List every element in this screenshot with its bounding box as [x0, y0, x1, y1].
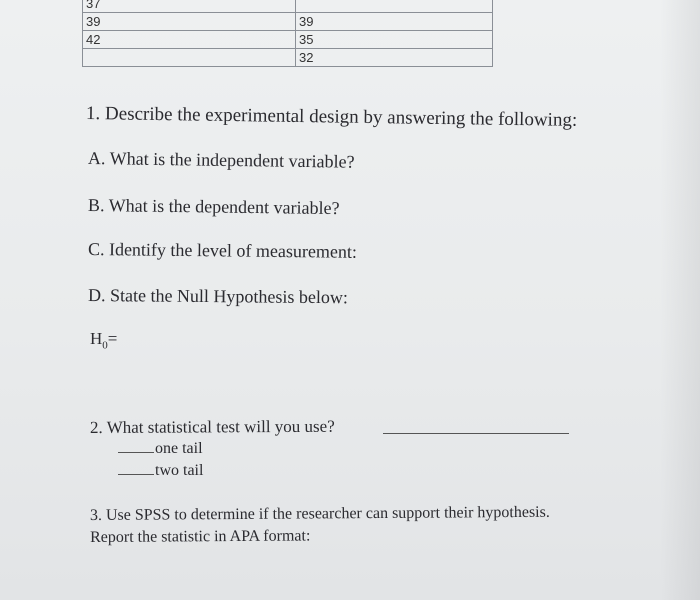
h0-letter: H — [90, 329, 103, 348]
h0-equals: = — [107, 329, 118, 348]
one-tail-option[interactable] — [118, 440, 203, 458]
question-3 — [90, 502, 550, 549]
table-cell: 32 — [296, 49, 493, 67]
checkbox-blank[interactable] — [118, 452, 154, 453]
checkbox-blank[interactable] — [118, 474, 154, 475]
data-table — [82, 0, 493, 67]
null-hypothesis-label — [90, 329, 117, 351]
question-3-line-1: 3. Use SPSS to determine if the researcher can support their hypothesis. — [89, 503, 550, 525]
table-cell: 35 — [296, 31, 493, 49]
table-cell: 39 — [296, 13, 493, 31]
table-row — [83, 49, 493, 67]
paper-shadow — [660, 0, 700, 600]
table-cell: 42 — [83, 31, 296, 49]
question-2: 2. What statistical test will you use? — [89, 416, 335, 437]
question-1: 1. Describe the experimental design by answering the following: — [85, 103, 578, 131]
table-row — [83, 13, 493, 31]
question-1b: B. What is the dependent variable? — [87, 195, 340, 219]
question-1c: C. Identify the level of measurement: — [87, 239, 358, 262]
table-cell: 39 — [83, 13, 296, 31]
two-tail-option[interactable] — [118, 462, 203, 480]
table-cell — [296, 0, 493, 13]
table-cell — [83, 49, 296, 67]
table-cell: 37 — [83, 0, 296, 13]
h0-subscript: 0 — [102, 339, 108, 352]
table-row — [83, 0, 493, 13]
two-tail-label: two tail — [155, 462, 204, 479]
answer-blank-line[interactable] — [383, 433, 569, 434]
table-row — [83, 31, 493, 49]
question-1d: D. State the Null Hypothesis below: — [87, 285, 349, 308]
question-3-line-2: Report the statistic in APA format: — [90, 527, 311, 546]
question-1a: A. What is the independent variable? — [87, 148, 355, 172]
one-tail-label: one tail — [155, 440, 203, 457]
